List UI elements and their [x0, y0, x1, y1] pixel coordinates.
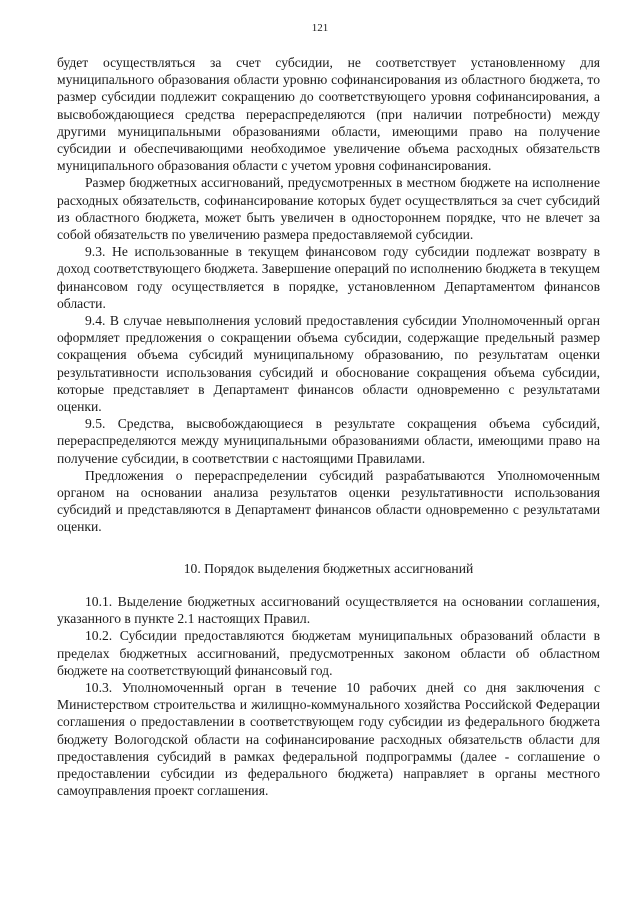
paragraph: Размер бюджетных ассигнований, предусмотренных в местном бюджете на исполнение расходных обязательств, софинансирование которых будет осуществляться за счет субсидий из областного бюджета, может быть увеличен в одностороннем порядке, что не влечет за собой обязательств по увеличению размера предоставляемой субсидии. — [57, 175, 600, 243]
page-number: 121 — [311, 22, 329, 34]
paragraph: 9.3. Не использованные в текущем финансовом году субсидии подлежат возврату в доход соответствующего бюджета. Завершение операций по исполнению бюджета в текущем финансовом году осуществляется в порядке, установленном Департаментом финансов области. — [57, 244, 600, 311]
section-heading: 10. Порядок выделения бюджетных ассигнований — [183, 560, 474, 576]
paragraph: 10.1. Выделение бюджетных ассигнований осуществляется на основании соглашения, указанного в пункте 2.1 настоящих Правил. — [57, 593, 600, 627]
paragraphs-before-heading — [57, 54, 600, 536]
paragraphs-after-heading — [57, 593, 600, 799]
paragraph: 10.2. Субсидии предоставляются бюджетам муниципальных образований области в пределах бюджетных ассигнований, предусмотренных законом области об областном бюджете на соответствующий финансовый год. — [57, 628, 600, 678]
document-body — [57, 54, 600, 799]
paragraph: 10.3. Уполномоченный орган в течение 10 рабочих дней со дня заключения с Министерством строительства и жилищно-коммунального хозяйства Российской Федерации соглашения о предоставлении в соответствующем году субсидии из федерального бюджета бюджету Вологодской области на софинансирование расходных обязательств области для предоставления субсидий в рамках федеральной подпрограммы (далее - соглашение о предоставлении субсидии из федерального бюджета) направляет в органы местного самоуправления проект соглашения. — [57, 679, 600, 799]
paragraph: будет осуществляться за счет субсидии, не соответствует установленному для муниципального образования области уровню софинансирования из областного бюджета, то размер субсидии подлежит сокращению до соответствующего уровня софинансирования, а высвобождающиеся средства перераспределяются (при наличии потребности) между другими муниципальными образованиями области, имеющими право на получение субсидии и обеспечивающими необходимое увеличение объема расходных обязательств муниципального образования области с учетом уровня софинансирования. — [57, 55, 600, 174]
paragraph: 9.4. В случае невыполнения условий предоставления субсидии Уполномоченный орган оформляет предложения о сокращении объема субсидии, содержащие предельный размер сокращения объема субсидий муниципальному образованию, по результатам оценки результативности использования субсидий и обоснование сокращения объема субсидии, которые представляет в Департамент финансов области одновременно с результатами оценки. — [57, 313, 600, 415]
paragraph: Предложения о перераспределении субсидий разрабатываются Уполномоченным органом на основании анализа результатов оценки результативности использования субсидий и представляются в Департамент финансов области одновременно с результатами оценки. — [57, 467, 600, 535]
paragraph: 9.5. Средства, высвобождающиеся в результате сокращения объема субсидий, перераспределяются между муниципальными образованиями области, имеющими право на получение субсидии, в соответствии с настоящими Правилами. — [57, 416, 600, 466]
